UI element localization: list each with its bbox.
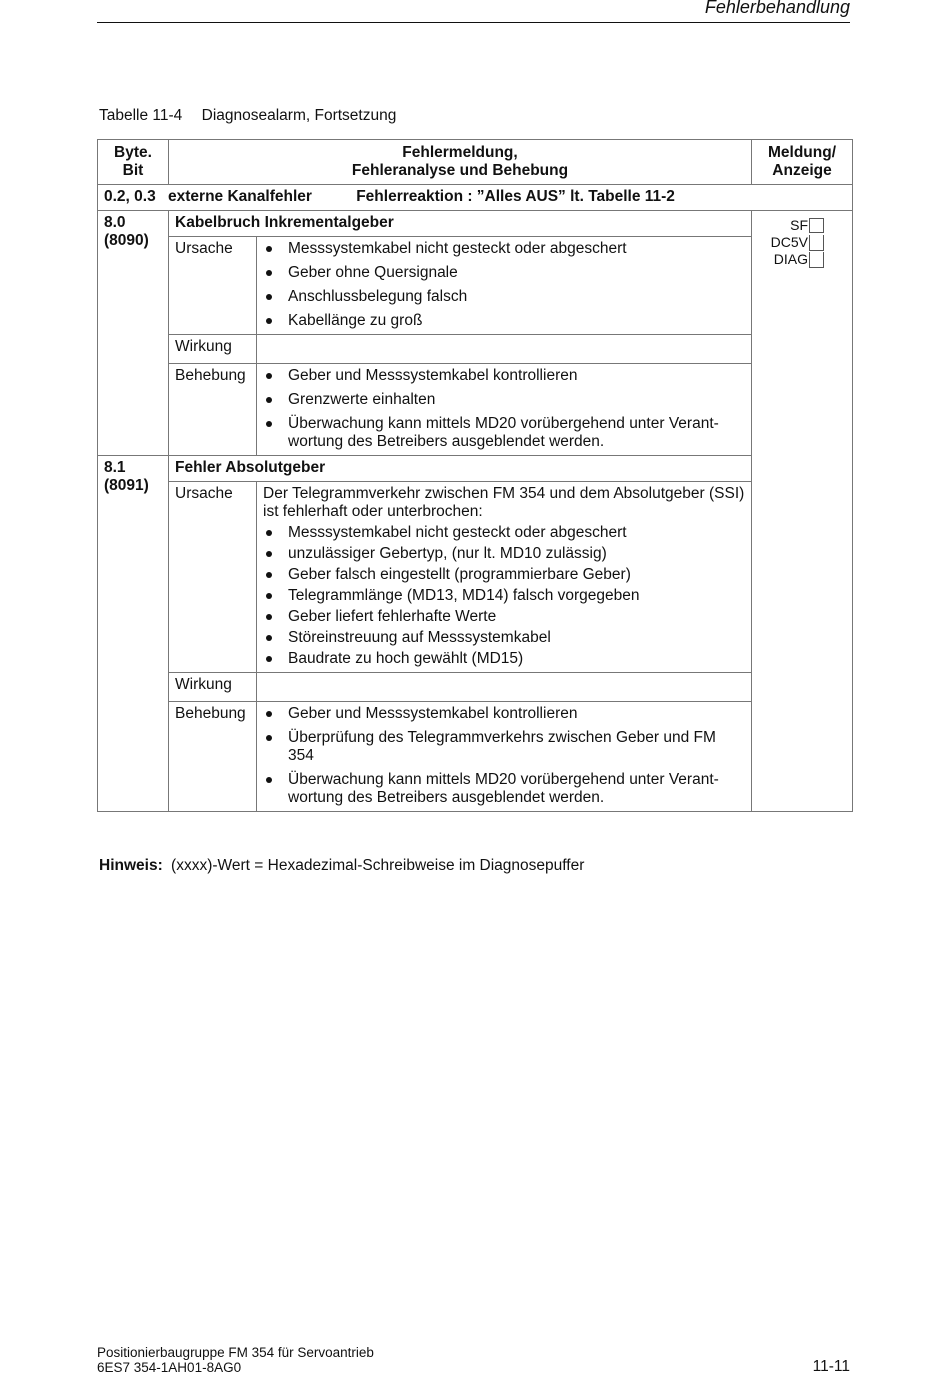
list-item: Messsystemkabel nicht gesteckt oder abgeschert [263, 524, 745, 542]
list-item: Anschlussbelegung falsch [263, 288, 745, 306]
footer-order-number: 6ES7 354-1AH01-8AG0 [97, 1360, 242, 1375]
entry-title-row [98, 456, 853, 482]
list-item: Geber und Messsystemkabel kontrollieren [263, 367, 745, 385]
byte-bit-cell: 8.1 (8091) [98, 456, 169, 812]
list-item: Überwachung kann mittels MD20 vorübergehend unter Verant-wortung des Betreibers ausgeblendet werden. [263, 771, 745, 807]
cause-row [98, 237, 853, 335]
entry-title: Fehler Absolutgeber [169, 456, 752, 482]
table-title: Diagnosealarm, Fortsetzung [201, 107, 397, 124]
diagnostic-alarm-table [97, 139, 853, 812]
list-item: Überprüfung des Telegrammverkehrs zwischen Geber und FM 354 [263, 729, 745, 765]
led-dc5v: DC5V [758, 234, 824, 251]
byte-bit-cell: 8.0 (8090) [98, 211, 169, 456]
cause-content [257, 237, 752, 335]
remedy-content [257, 702, 752, 812]
entry-title: Kabelbruch Inkrementalgeber [169, 211, 752, 237]
indicator-cell [752, 211, 853, 812]
page-number: 11-11 [812, 1358, 850, 1375]
list-item: Geber falsch eingestellt (programmierbare Geber) [263, 566, 745, 584]
cause-label: Ursache [169, 237, 257, 335]
table-caption [99, 107, 396, 125]
led-box-icon [809, 218, 824, 233]
remedy-row [98, 364, 853, 456]
header-rule [97, 22, 850, 23]
led-sf: SF [758, 217, 824, 234]
note-label: Hinweis: [99, 857, 163, 874]
list-item: Baudrate zu hoch gewählt (MD15) [263, 650, 745, 668]
list-item: Kabellänge zu groß [263, 312, 745, 330]
list-item: unzulässiger Gebertyp, (nur lt. MD10 zulässig) [263, 545, 745, 563]
led-box-icon [809, 252, 824, 268]
list-item: Störeinstreuung auf Messsystemkabel [263, 629, 745, 647]
effect-row [98, 673, 853, 702]
footer-doc-info [97, 1345, 374, 1375]
table-note [99, 857, 584, 875]
col-header-byte-bit: Byte. Bit [98, 140, 169, 185]
cause-row [98, 482, 853, 673]
section-row [98, 185, 853, 211]
footer-product: Positionierbaugruppe FM 354 für Servoantrieb [97, 1345, 374, 1360]
col-header-message: Fehlermeldung, Fehleranalyse und Behebung [169, 140, 752, 185]
table-number: Tabelle 11-4 [99, 107, 183, 124]
remedy-row [98, 702, 853, 812]
chapter-title: Fehlerbehandlung [704, 0, 850, 17]
remedy-content [257, 364, 752, 456]
remedy-label: Behebung [169, 364, 257, 456]
cause-intro: Der Telegrammverkehr zwischen FM 354 und dem Absolutgeber (SSI) ist fehlerhaft oder unterbrochen: [263, 485, 745, 520]
list-item: Geber und Messsystemkabel kontrollieren [263, 705, 745, 723]
effect-content [257, 673, 752, 702]
effect-label: Wirkung [169, 335, 257, 364]
led-indicator [758, 217, 824, 268]
list-item: Messsystemkabel nicht gesteckt oder abgeschert [263, 240, 745, 258]
list-item: Überwachung kann mittels MD20 vorübergehend unter Verant-wortung des Betreibers ausgeblendet werden. [263, 415, 745, 451]
remedy-label: Behebung [169, 702, 257, 812]
effect-label: Wirkung [169, 673, 257, 702]
note-text: (xxxx)-Wert = Hexadezimal-Schreibweise im Diagnosepuffer [171, 857, 585, 874]
list-item: Geber liefert fehlerhafte Werte [263, 608, 745, 626]
led-box-icon [809, 235, 824, 251]
effect-content [257, 335, 752, 364]
section-code: 0.2, 0.3 [104, 188, 156, 205]
col-header-display: Meldung/ Anzeige [752, 140, 853, 185]
entry-title-row [98, 211, 853, 237]
section-name: externe Kanalfehler [168, 188, 312, 205]
cause-label: Ursache [169, 482, 257, 673]
cause-content [257, 482, 752, 673]
section-reaction: Fehlerreaktion : ”Alles AUS” lt. Tabelle 11-2 [356, 188, 675, 205]
list-item: Telegrammlänge (MD13, MD14) falsch vorgegeben [263, 587, 745, 605]
table-header-row [98, 140, 853, 185]
led-diag: DIAG [758, 251, 824, 268]
list-item: Geber ohne Quersignale [263, 264, 745, 282]
effect-row [98, 335, 853, 364]
list-item: Grenzwerte einhalten [263, 391, 745, 409]
